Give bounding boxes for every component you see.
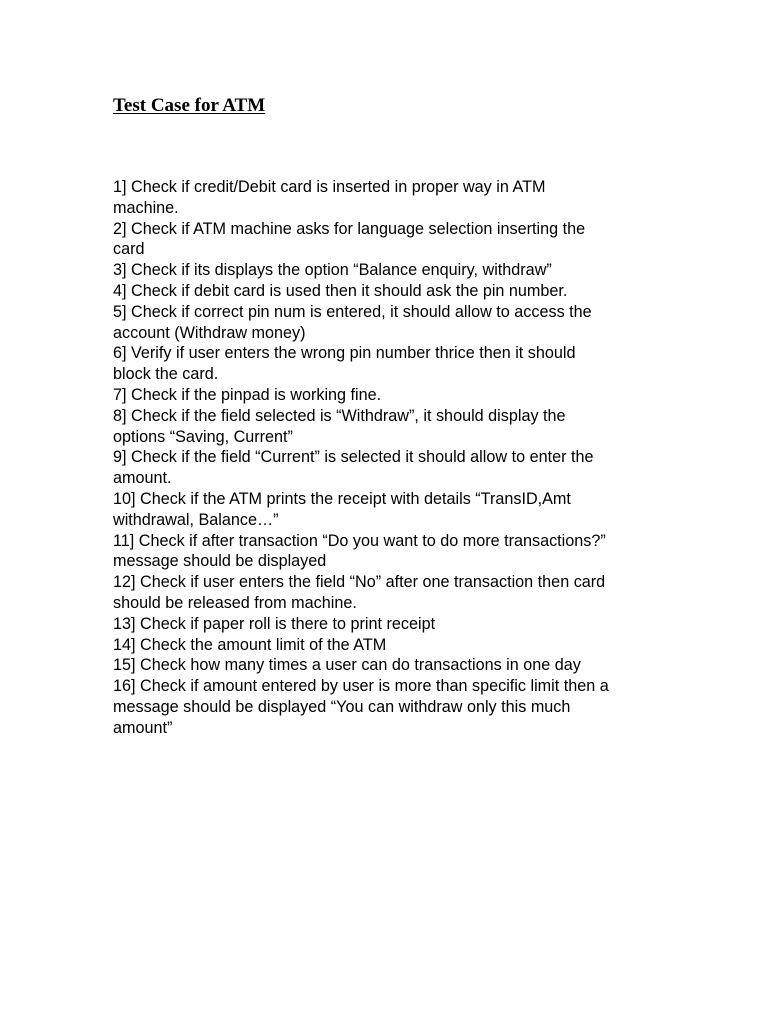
test-case-line: 6] Verify if user enters the wrong pin number thrice then it should	[113, 344, 576, 363]
test-case-line: block the card.	[113, 365, 219, 384]
test-case-line: 12] Check if user enters the field “No” after one transaction then card	[113, 573, 606, 592]
test-case-line: 3] Check if its displays the option “Balance enquiry, withdraw”	[113, 261, 552, 280]
test-case-line: amount”	[113, 718, 173, 737]
test-case-line: amount.	[113, 469, 172, 488]
test-case-line: options “Saving, Current”	[113, 427, 293, 446]
test-case-line: 1] Check if credit/Debit card is inserted in proper way in ATM	[113, 178, 546, 196]
test-case-line: machine.	[113, 198, 179, 217]
test-case-line: withdrawal, Balance…”	[113, 510, 279, 529]
test-case-line: message should be displayed “You can withdraw only this much	[113, 697, 571, 716]
test-case-line: should be released from machine.	[113, 593, 357, 612]
test-case-line: card	[113, 240, 145, 259]
test-case-line: 10] Check if the ATM prints the receipt with details “TransID,Amt	[113, 489, 571, 508]
test-case-line: 16] Check if amount entered by user is more than specific limit then a	[113, 677, 609, 696]
document-title: Test Case for ATM	[113, 95, 266, 116]
test-case-line: 14] Check the amount limit of the ATM	[113, 635, 387, 654]
test-case-line: 13] Check if paper roll is there to print receipt	[113, 614, 436, 633]
test-case-line: 2] Check if ATM machine asks for language selection inserting the	[113, 219, 586, 238]
test-case-line: account (Withdraw money)	[113, 323, 306, 342]
test-case-list	[113, 177, 673, 739]
test-case-line: 9] Check if the field “Current” is selected it should allow to enter the	[113, 448, 594, 467]
test-case-line: 7] Check if the pinpad is working fine.	[113, 385, 382, 404]
test-case-line: 5] Check if correct pin num is entered, it should allow to access the	[113, 302, 592, 321]
test-case-line: 11] Check if after transaction “Do you want to do more transactions?”	[113, 531, 606, 550]
test-case-line: 8] Check if the field selected is “Withdraw”, it should display the	[113, 406, 566, 425]
test-case-line: 15] Check how many times a user can do transactions in one day	[113, 656, 581, 675]
test-case-line: message should be displayed	[113, 552, 327, 571]
test-case-line: 4] Check if debit card is used then it should ask the pin number.	[113, 281, 568, 300]
